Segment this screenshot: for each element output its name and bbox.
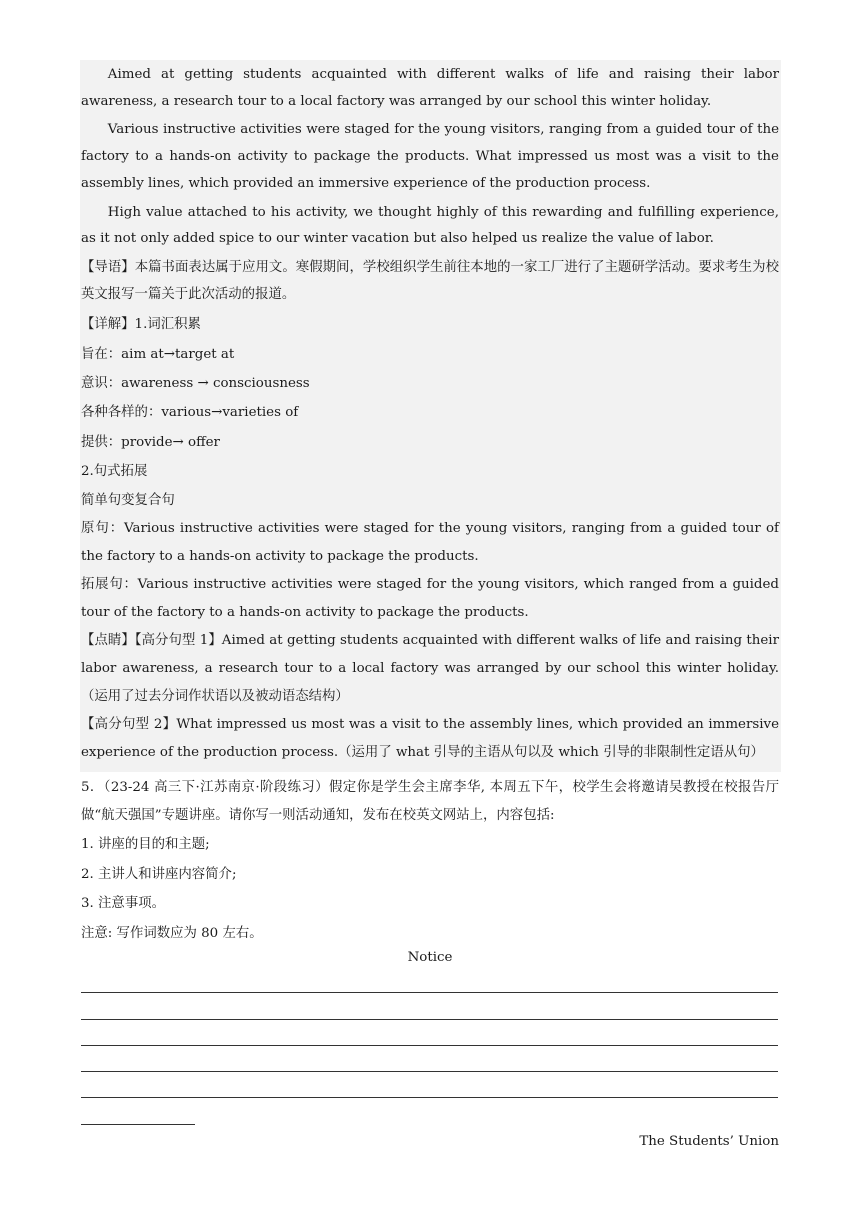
notice-title: Notice: [407, 950, 453, 965]
section-2-subheading: 简单句变复合句: [81, 493, 175, 509]
answer-line: [81, 1097, 778, 1098]
task-prompt: 5．（23-24 高三下·江苏南京·阶段练习）假定你是学生会主席李华, 本周五下午，校学生会将邀请吴教授在校报告厅做“航天强国”专题讲座。请你写一则活动通知，发布在校英文网站上，内容包括:: [81, 780, 779, 823]
answer-line: [81, 1019, 778, 1020]
essay-paragraph-3: High value attached to his activity, we thought highly of this rewarding and fulfilling experience, as it not only added spice to our winter vacation but also helped us realize the value of labor.: [81, 204, 779, 247]
vocab-item: 旨在：aim at→target at: [81, 346, 235, 362]
answer-line: [81, 1045, 778, 1046]
expanded-sentence: 拓展句：Various instructive activities were staged for the young visitors, which ranged from a guided tour of the factory to a hands-on activity to package the products.: [81, 577, 779, 621]
section-2-heading: 2.句式拓展: [81, 463, 148, 479]
task-point: 2. 主讲人和讲座内容简介;: [81, 866, 237, 882]
vocab-item: 各种各样的：various→varieties of: [81, 405, 299, 421]
answer-line-short: [81, 1124, 195, 1125]
highlight-sentence-2: 【高分句型 2】What impressed us most was a visit to the assembly lines, which provided an immersive experience of the production process.（运用了 what 引导的主语从句以及 which 引导的非限制性定语从句）: [81, 717, 779, 761]
essay-paragraph-2: Various instructive activities were staged for the young visitors, ranging from a guided tour of the factory to a hands-on activity to package the products. What impressed us most was a visit to the assembly lines, which provided an immersive experience of the production process.: [81, 122, 779, 191]
vocab-item: 意识：awareness → consciousness: [81, 375, 310, 391]
vocab-item: 提供：provide→ offer: [81, 434, 220, 450]
word-count-note: 注意: 写作词数应为 80 左右。: [81, 925, 263, 941]
highlight-sentence-1: 【点睛】【高分句型 1】Aimed at getting students acquainted with different walks of life and raising their labor awareness, a research tour to a local factory was arranged by our school this winter holiday. （运用了过去分词作状语以及被动语态结构）: [81, 633, 793, 705]
answer-content: [81, 62, 793, 767]
signature: The Students’ Union: [639, 1134, 779, 1149]
detail-heading: 【详解】1.词汇积累: [81, 317, 201, 333]
writing-task: [81, 774, 779, 948]
answer-line: [81, 1071, 778, 1072]
original-sentence: 原句：Various instructive activities were staged for the young visitors, ranging from a guided tour of the factory to a hands-on activity to package the products.: [81, 521, 779, 565]
essay-paragraph-1: Aimed at getting students acquainted with different walks of life and raising their labor awareness, a research tour to a local factory was arranged by our school this winter holiday.: [81, 67, 779, 109]
guide-text: 【导语】本篇书面表达属于应用文。寒假期间，学校组织学生前往本地的一家工厂进行了主题研学活动。要求考生为校英文报写一篇关于此次活动的报道。: [81, 259, 779, 302]
task-point: 3. 注意事项。: [81, 896, 165, 911]
task-point: 1. 讲座的目的和主题;: [81, 837, 210, 852]
answer-line: [81, 992, 778, 993]
